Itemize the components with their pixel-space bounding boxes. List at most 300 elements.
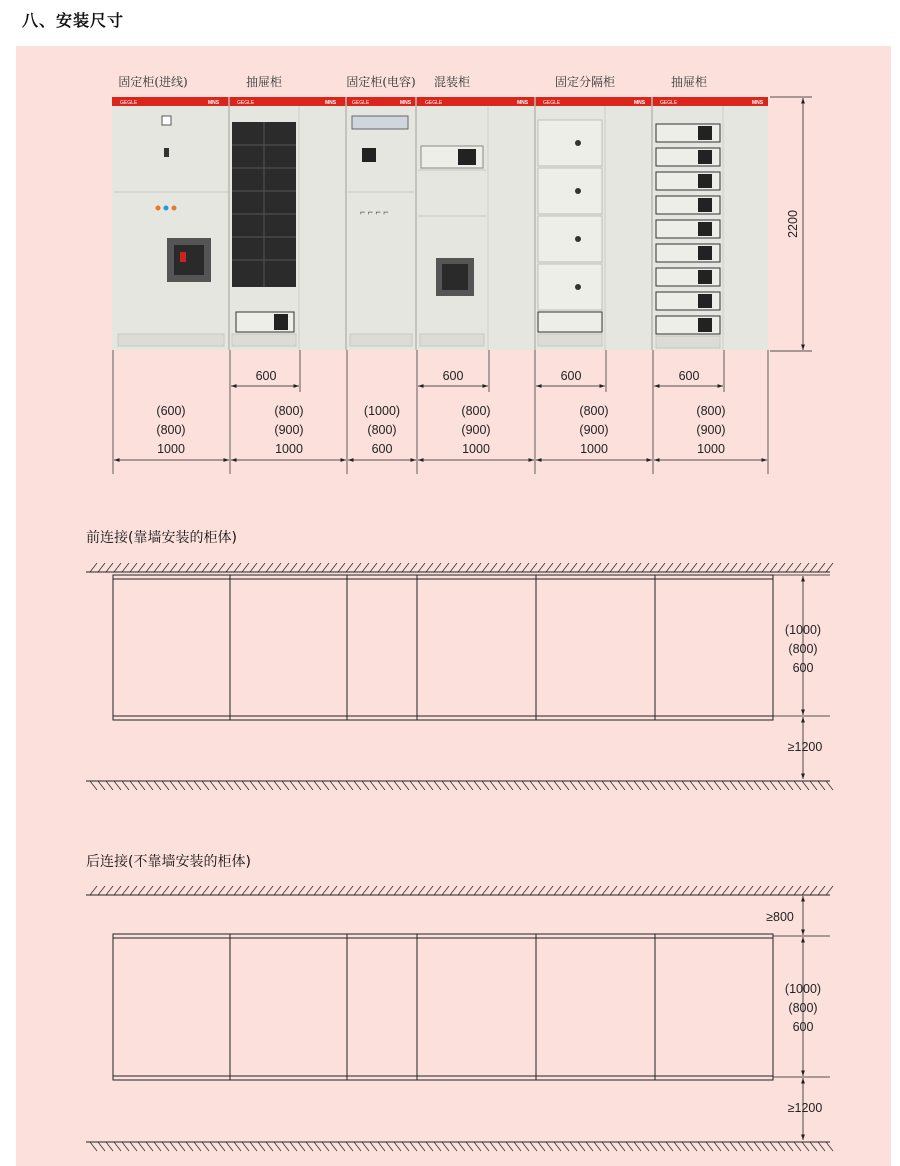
hatch-mark	[274, 1142, 281, 1151]
hatch-mark	[394, 781, 401, 790]
hatch-mark	[242, 1142, 249, 1151]
hatch-mark	[666, 1142, 673, 1151]
hatch-mark	[122, 1142, 129, 1151]
hatch-mark	[802, 781, 809, 790]
hatch-mark	[402, 886, 409, 895]
hatch-mark	[394, 1142, 401, 1151]
hatch-mark	[530, 886, 537, 895]
hatch-mark	[378, 781, 385, 790]
hatch-mark	[98, 781, 105, 790]
hatch-mark	[442, 886, 449, 895]
hatch-mark	[810, 886, 817, 895]
hatch-mark	[122, 781, 129, 790]
hatch-mark	[562, 563, 569, 572]
hatch-mark	[786, 886, 793, 895]
hatch-mark	[386, 1142, 393, 1151]
hatch-mark	[770, 563, 777, 572]
hatch-mark	[114, 781, 121, 790]
hatch-mark	[298, 563, 305, 572]
front-depth-option: 600	[792, 661, 814, 675]
cabinet-label-6: 抽屉柜	[670, 75, 708, 89]
hatch-mark	[306, 886, 313, 895]
hatch-mark	[626, 563, 633, 572]
hatch-mark	[514, 886, 521, 895]
model-text: MNS	[752, 100, 764, 106]
rear-front-clearance: ≥1200	[787, 1101, 823, 1115]
hatch-mark	[490, 1142, 497, 1151]
width-option: (900)	[461, 423, 491, 437]
hatch-mark	[250, 781, 257, 790]
hatch-mark	[234, 781, 241, 790]
hatch-mark	[226, 781, 233, 790]
hatch-mark	[106, 886, 113, 895]
hatch-mark	[642, 563, 649, 572]
hatch-mark	[410, 1142, 417, 1151]
hatch-mark	[186, 781, 193, 790]
hatch-mark	[730, 563, 737, 572]
hatch-mark	[826, 1142, 833, 1151]
hatch-mark	[514, 1142, 521, 1151]
hatch-mark	[714, 781, 721, 790]
hatch-mark	[186, 886, 193, 895]
hatch-mark	[642, 1142, 649, 1151]
hatch-mark	[762, 781, 769, 790]
hatch-mark	[770, 1142, 777, 1151]
hatch-mark	[306, 1142, 313, 1151]
hatch-mark	[554, 563, 561, 572]
hatch-mark	[610, 1142, 617, 1151]
hatch-mark	[754, 1142, 761, 1151]
hatch-mark	[746, 781, 753, 790]
hatch-mark	[546, 886, 553, 895]
hatch-mark	[242, 781, 249, 790]
hatch-mark	[482, 781, 489, 790]
hatch-mark	[794, 886, 801, 895]
front-depth-option: (1000)	[784, 623, 822, 637]
width-option: (1000)	[363, 404, 401, 418]
hatch-mark	[530, 563, 537, 572]
hatch-mark	[682, 563, 689, 572]
hatch-mark	[666, 563, 673, 572]
hatch-mark	[106, 781, 113, 790]
hatch-mark	[210, 1142, 217, 1151]
hatch-mark	[426, 886, 433, 895]
hatch-mark	[514, 563, 521, 572]
hatch-mark	[322, 886, 329, 895]
hatch-mark	[362, 563, 369, 572]
hatch-mark	[426, 563, 433, 572]
hatch-mark	[106, 1142, 113, 1151]
hatch-mark	[226, 563, 233, 572]
rear-depth-option: (800)	[788, 1001, 818, 1015]
hatch-mark	[658, 563, 665, 572]
hatch-mark	[674, 886, 681, 895]
inner-dimension: 600	[560, 369, 582, 383]
hatch-mark	[802, 886, 809, 895]
hatch-mark	[98, 1142, 105, 1151]
hatch-mark	[242, 563, 249, 572]
width-option: (900)	[274, 423, 304, 437]
rear-section-title: 后连接(不靠墙安装的柜体)	[86, 854, 251, 870]
hatch-mark	[690, 563, 697, 572]
hatch-mark	[722, 1142, 729, 1151]
hatch-mark	[578, 886, 585, 895]
hatch-mark	[754, 781, 761, 790]
hatch-mark	[706, 781, 713, 790]
hatch-mark	[90, 563, 97, 572]
hatch-mark	[250, 1142, 257, 1151]
cabinet-2-details	[232, 122, 296, 346]
hatch-mark	[250, 563, 257, 572]
hatch-mark	[290, 563, 297, 572]
hatch-mark	[538, 1142, 545, 1151]
hatch-mark	[498, 886, 505, 895]
hatch-mark	[778, 563, 785, 572]
hatch-mark	[658, 1142, 665, 1151]
hatch-mark	[154, 1142, 161, 1151]
cabinet-label-3: 固定柜(电容)	[346, 75, 416, 89]
hatch-mark	[522, 781, 529, 790]
hatch-mark	[546, 781, 553, 790]
hatch-mark	[690, 1142, 697, 1151]
hatch-mark	[778, 781, 785, 790]
hatch-mark	[762, 563, 769, 572]
hatch-mark	[610, 886, 617, 895]
hatch-mark	[258, 563, 265, 572]
hatch-mark	[690, 886, 697, 895]
hatch-mark	[586, 563, 593, 572]
hatch-mark	[658, 886, 665, 895]
hatch-mark	[602, 781, 609, 790]
hatch-mark	[130, 781, 137, 790]
hatch-mark	[778, 886, 785, 895]
hatch-mark	[442, 563, 449, 572]
hatch-mark	[90, 1142, 97, 1151]
hatch-mark	[266, 563, 273, 572]
hatch-mark	[274, 563, 281, 572]
hatch-mark	[274, 781, 281, 790]
hatch-mark	[346, 886, 353, 895]
hatch-mark	[154, 563, 161, 572]
hatch-mark	[738, 886, 745, 895]
hatch-mark	[618, 781, 625, 790]
hatch-mark	[330, 781, 337, 790]
hatch-mark	[586, 781, 593, 790]
hatch-mark	[738, 563, 745, 572]
hatch-mark	[634, 781, 641, 790]
hatch-mark	[298, 1142, 305, 1151]
hatch-mark	[786, 781, 793, 790]
width-option: 1000	[157, 442, 185, 456]
hatch-mark	[394, 563, 401, 572]
hatch-mark	[562, 1142, 569, 1151]
model-text: MNS	[400, 100, 412, 106]
hatch-mark	[258, 781, 265, 790]
cabinet-label-1: 固定柜(进线)	[118, 75, 188, 89]
front-depth-option: (800)	[788, 642, 818, 656]
brand-text: GEGLE	[660, 100, 678, 106]
hatch-mark	[762, 886, 769, 895]
hatch-mark	[770, 886, 777, 895]
hatch-mark	[650, 886, 657, 895]
hatch-mark	[234, 563, 241, 572]
hatch-mark	[114, 886, 121, 895]
hatch-mark	[154, 781, 161, 790]
hatch-mark	[162, 563, 169, 572]
hatch-mark	[98, 563, 105, 572]
hatch-mark	[202, 563, 209, 572]
hatch-mark	[706, 886, 713, 895]
hatch-mark	[210, 563, 217, 572]
hatch-mark	[442, 781, 449, 790]
hatch-mark	[298, 886, 305, 895]
hatch-mark	[826, 781, 833, 790]
hatch-mark	[418, 563, 425, 572]
hatch-mark	[434, 563, 441, 572]
hatch-mark	[218, 886, 225, 895]
hatch-mark	[178, 781, 185, 790]
hatch-mark	[506, 1142, 513, 1151]
hatch-mark	[698, 781, 705, 790]
hatch-mark	[490, 563, 497, 572]
hatch-mark	[650, 563, 657, 572]
width-option: (800)	[367, 423, 397, 437]
hatch-mark	[474, 563, 481, 572]
hatch-mark	[794, 563, 801, 572]
hatch-mark	[258, 886, 265, 895]
hatch-mark	[514, 781, 521, 790]
hatch-mark	[282, 1142, 289, 1151]
hatch-mark	[434, 781, 441, 790]
hatch-mark	[266, 886, 273, 895]
cabinet-elevation	[112, 74, 812, 474]
hatch-mark	[378, 886, 385, 895]
hatch-mark	[538, 886, 545, 895]
hatch-mark	[810, 781, 817, 790]
hatch-mark	[106, 563, 113, 572]
cabinet-label-2: 抽屉柜	[245, 75, 283, 89]
hatch-mark	[314, 781, 321, 790]
hatch-mark	[186, 563, 193, 572]
width-option: 1000	[275, 442, 303, 456]
hatch-mark	[330, 563, 337, 572]
hatch-mark	[482, 1142, 489, 1151]
hatch-mark	[290, 886, 297, 895]
hatch-mark	[122, 563, 129, 572]
hatch-mark	[322, 781, 329, 790]
hatch-mark	[378, 1142, 385, 1151]
hatch-mark	[162, 1142, 169, 1151]
hatch-mark	[282, 886, 289, 895]
hatch-mark	[706, 1142, 713, 1151]
hatch-mark	[410, 886, 417, 895]
hatch-mark	[466, 781, 473, 790]
hatch-mark	[618, 1142, 625, 1151]
hatch-mark	[250, 886, 257, 895]
hatch-mark	[818, 1142, 825, 1151]
hatch-mark	[338, 1142, 345, 1151]
hatch-mark	[322, 1142, 329, 1151]
hatch-mark	[538, 563, 545, 572]
hatch-mark	[194, 1142, 201, 1151]
hatch-mark	[466, 563, 473, 572]
hatch-mark	[626, 1142, 633, 1151]
hatch-mark	[594, 563, 601, 572]
hatch-mark	[802, 563, 809, 572]
hatch-mark	[170, 886, 177, 895]
hatch-mark	[282, 781, 289, 790]
hatch-mark	[378, 563, 385, 572]
hatch-mark	[546, 563, 553, 572]
hatch-mark	[474, 781, 481, 790]
front-connection-plan	[86, 529, 833, 790]
hatch-mark	[226, 886, 233, 895]
hatch-mark	[466, 1142, 473, 1151]
hatch-mark	[506, 886, 513, 895]
hatch-mark	[442, 1142, 449, 1151]
hatch-mark	[610, 563, 617, 572]
hatch-mark	[458, 886, 465, 895]
hatch-mark	[354, 886, 361, 895]
hatch-mark	[498, 1142, 505, 1151]
hatch-mark	[522, 886, 529, 895]
hatch-mark	[426, 781, 433, 790]
hatch-mark	[666, 781, 673, 790]
hatch-mark	[674, 781, 681, 790]
model-text: MNS	[208, 100, 220, 106]
hatch-mark	[386, 886, 393, 895]
hatch-mark	[138, 781, 145, 790]
cabinet-widths	[156, 404, 725, 456]
hatch-mark	[274, 886, 281, 895]
hatch-mark	[146, 781, 153, 790]
hatch-mark	[130, 1142, 137, 1151]
hatch-mark	[162, 781, 169, 790]
hatch-mark	[386, 563, 393, 572]
hatch-mark	[570, 781, 577, 790]
hatch-mark	[242, 886, 249, 895]
height-dimension: 2200	[786, 210, 800, 238]
hatch-mark	[346, 563, 353, 572]
width-option: 600	[371, 442, 393, 456]
hatch-mark	[810, 563, 817, 572]
hatch-mark	[466, 886, 473, 895]
hatch-mark	[754, 886, 761, 895]
hatch-mark	[546, 1142, 553, 1151]
hatch-mark	[498, 781, 505, 790]
hatch-mark	[130, 886, 137, 895]
hatch-mark	[138, 563, 145, 572]
hatch-mark	[346, 1142, 353, 1151]
cabinet-label-5: 固定分隔柜	[554, 75, 616, 89]
hatch-mark	[786, 563, 793, 572]
hatch-mark	[754, 563, 761, 572]
hatch-mark	[458, 1142, 465, 1151]
hatch-mark	[706, 563, 713, 572]
hatch-mark	[682, 1142, 689, 1151]
width-option: (900)	[696, 423, 726, 437]
hatch-mark	[498, 563, 505, 572]
hatch-mark	[698, 563, 705, 572]
brand-text: GEGLE	[352, 100, 370, 106]
hatch-mark	[314, 563, 321, 572]
hatch-mark	[234, 886, 241, 895]
hatch-mark	[586, 1142, 593, 1151]
hatch-mark	[562, 886, 569, 895]
inner-dimension: 600	[678, 369, 700, 383]
hatch-mark	[330, 1142, 337, 1151]
hatch-mark	[746, 563, 753, 572]
hatch-mark	[266, 781, 273, 790]
hatch-mark	[578, 563, 585, 572]
hatch-mark	[210, 781, 217, 790]
width-option: 1000	[580, 442, 608, 456]
width-option: (800)	[274, 404, 304, 418]
hatch-mark	[650, 1142, 657, 1151]
inner-dimension: 600	[442, 369, 464, 383]
hatch-mark	[258, 1142, 265, 1151]
hatch-mark	[410, 563, 417, 572]
hatch-mark	[818, 563, 825, 572]
rear-depth-option: (1000)	[784, 982, 822, 996]
model-text: MNS	[634, 100, 646, 106]
hatch-mark	[698, 886, 705, 895]
hatch-mark	[186, 1142, 193, 1151]
hatch-mark	[282, 563, 289, 572]
front-section-title: 前连接(靠墙安装的柜体)	[86, 530, 237, 546]
hatch-mark	[418, 886, 425, 895]
hatch-mark	[122, 886, 129, 895]
page-title: 八、安装尺寸	[22, 11, 125, 30]
hatch-mark	[178, 1142, 185, 1151]
hatch-mark	[474, 1142, 481, 1151]
hatch-mark	[434, 1142, 441, 1151]
hatch-mark	[682, 886, 689, 895]
hatch-mark	[794, 781, 801, 790]
brand-text: GEGLE	[543, 100, 561, 106]
hatch-mark	[794, 1142, 801, 1151]
hatch-mark	[202, 781, 209, 790]
hatch-mark	[362, 1142, 369, 1151]
brand-text: GEGLE	[120, 100, 138, 106]
hatch-mark	[490, 886, 497, 895]
hatch-mark	[202, 886, 209, 895]
hatch-mark	[146, 563, 153, 572]
hatch-mark	[786, 1142, 793, 1151]
hatch-mark	[90, 886, 97, 895]
hatch-mark	[674, 563, 681, 572]
hatch-mark	[114, 1142, 121, 1151]
hatch-mark	[698, 1142, 705, 1151]
hatch-mark	[234, 1142, 241, 1151]
cabinet-label-4: 混装柜	[433, 75, 471, 89]
hatch-mark	[746, 886, 753, 895]
hatch-mark	[146, 886, 153, 895]
hatch-mark	[474, 886, 481, 895]
hatch-mark	[490, 781, 497, 790]
hatch-mark	[506, 563, 513, 572]
hatch-mark	[298, 781, 305, 790]
hatch-mark	[458, 563, 465, 572]
hatch-mark	[690, 781, 697, 790]
hatch-mark	[194, 781, 201, 790]
hatch-mark	[354, 563, 361, 572]
hatch-mark	[482, 563, 489, 572]
hatch-mark	[194, 563, 201, 572]
hatch-mark	[218, 563, 225, 572]
hatch-mark	[722, 781, 729, 790]
model-text: MNS	[517, 100, 529, 106]
